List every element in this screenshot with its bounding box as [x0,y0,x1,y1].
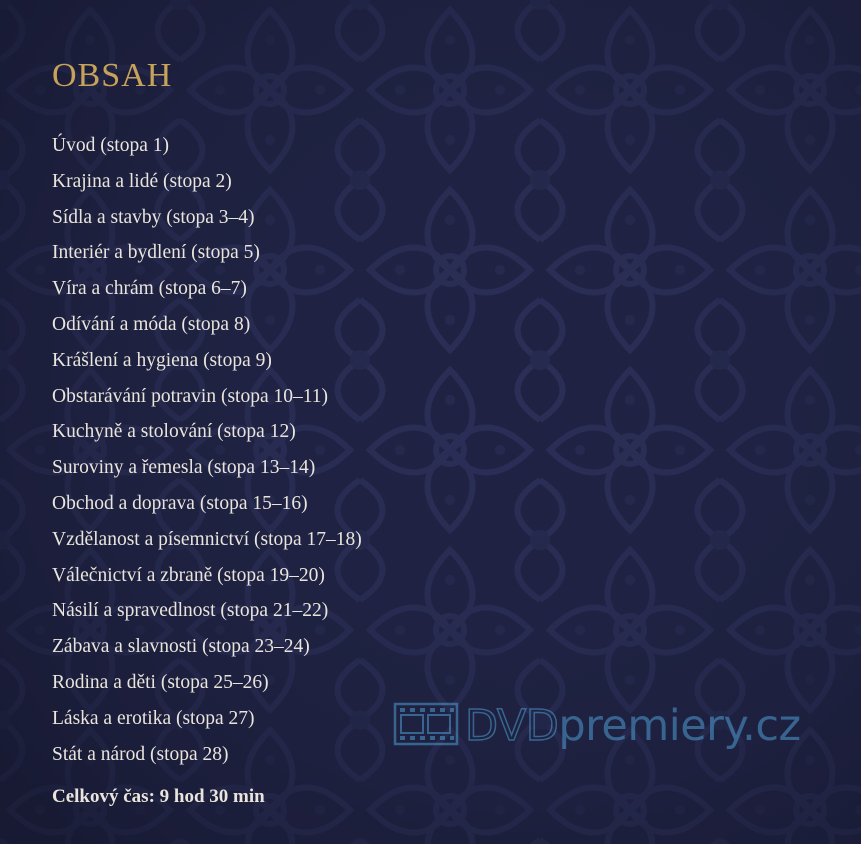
toc-item: Násilí a spravedlnost (stopa 21–22) [52,600,329,622]
toc-item: Kuchyně a stolování (stopa 12) [52,421,296,443]
total-time: Celkový čas: 9 hod 30 min [52,786,265,807]
toc-item: Láska a erotika (stopa 27) [52,707,255,729]
toc-item: Krášlení a hygiena (stopa 9) [52,349,272,371]
toc-item: Stát a národ (stopa 28) [52,743,229,765]
toc-item: Válečnictví a zbraně (stopa 19–20) [52,564,325,586]
toc-item: Krajina a lidé (stopa 2) [52,170,232,192]
toc-item: Odívání a móda (stopa 8) [52,313,251,335]
toc-item: Úvod (stopa 1) [52,135,169,156]
page-title: OBSAH [52,57,173,94]
toc-item: Zábava a slavnosti (stopa 23–24) [52,636,310,658]
table-of-contents [52,128,362,772]
toc-item: Interiér a bydlení (stopa 5) [52,242,260,264]
toc-item: Sídla a stavby (stopa 3–4) [52,206,255,228]
watermark [393,696,823,758]
toc-item: Vzdělanost a písemnictví (stopa 17–18) [52,528,362,550]
watermark-text [465,698,801,754]
toc-item: Víra a chrám (stopa 6–7) [52,278,247,300]
toc-item: Obchod a doprava (stopa 15–16) [52,492,308,514]
toc-item: Suroviny a řemesla (stopa 13–14) [52,457,316,479]
watermark-brand-outline: DVD [465,701,559,751]
toc-item: Rodina a děti (stopa 25–26) [52,671,269,693]
film-strip-icon [393,702,459,746]
watermark-brand-rest: premiery.cz [558,701,801,751]
toc-item: Obstarávání potravin (stopa 10–11) [52,385,328,407]
